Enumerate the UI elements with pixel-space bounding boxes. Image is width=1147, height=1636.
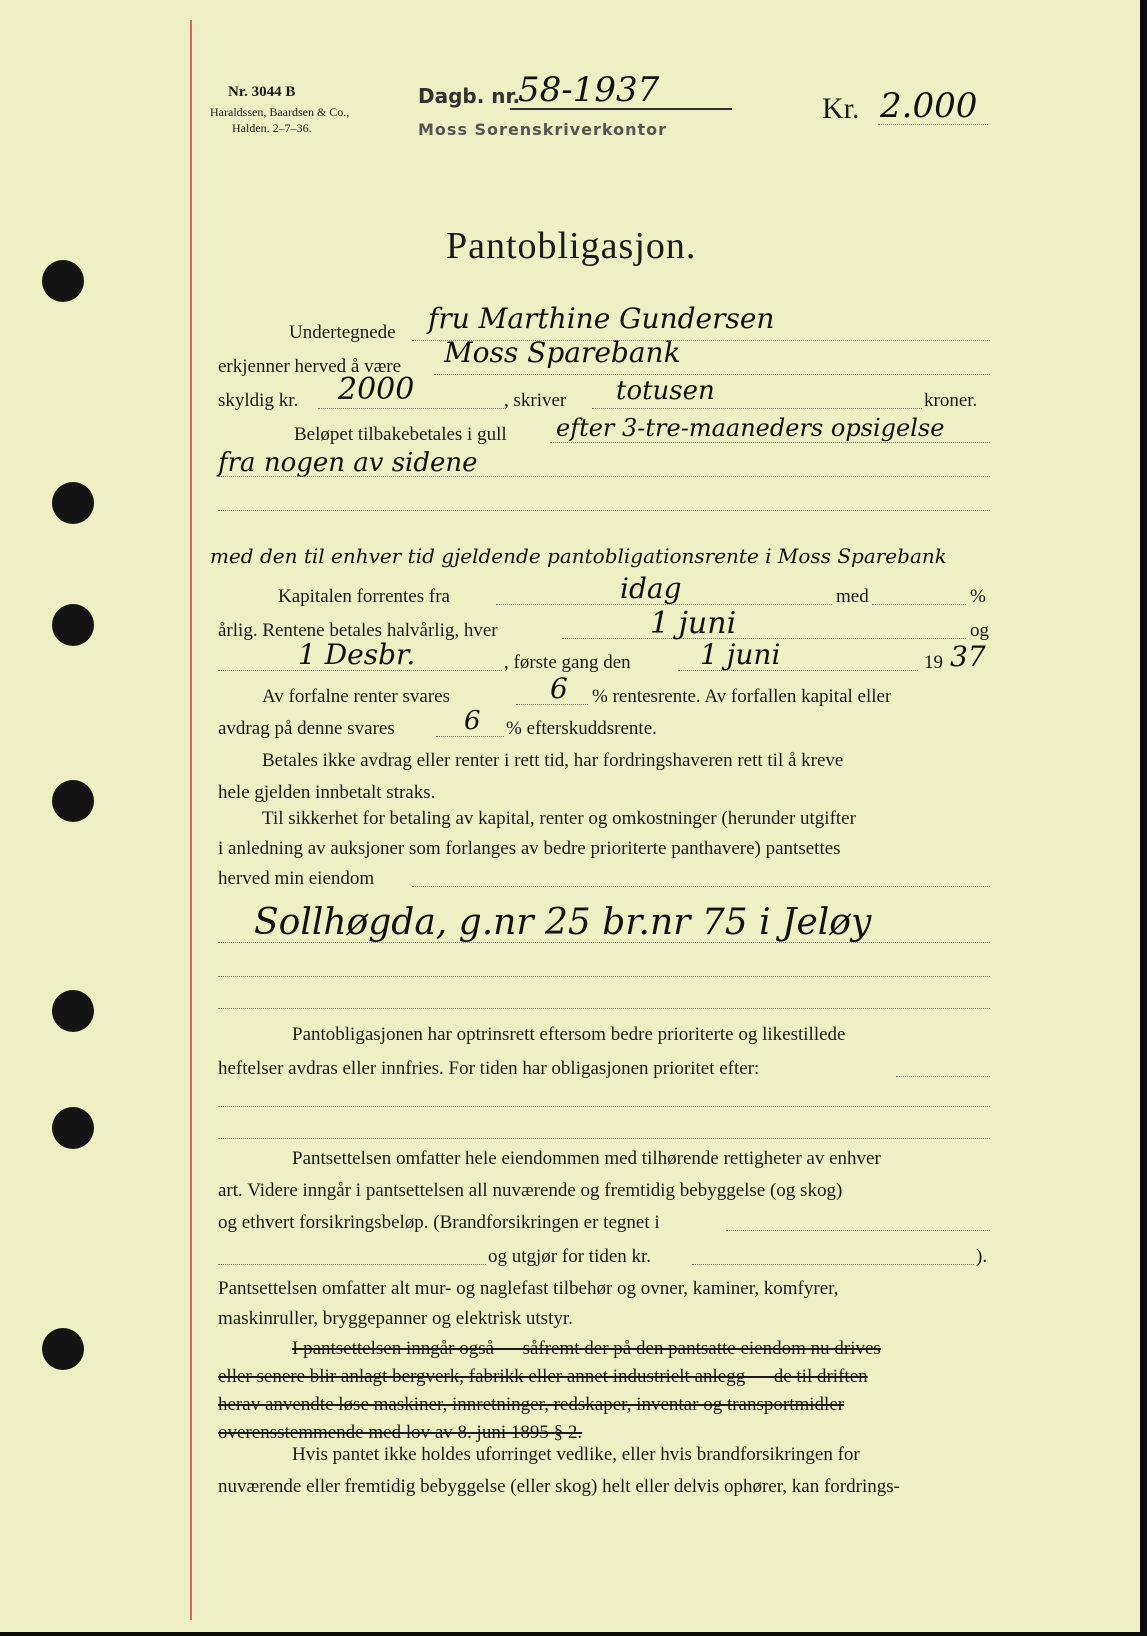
struck-line-2: eller senere blir anlagt bergverk, fabrikk eller annet industrielt anlegg — de til driften (218, 1366, 868, 1387)
efter-pct: 6 (464, 706, 481, 736)
med-label: med (836, 586, 869, 607)
kr-value: 2.000 (880, 86, 978, 126)
para4-line3: og ethvert forsikringsbeløp. (Brandforsikringen er tegnet i (218, 1212, 660, 1233)
punch-hole (52, 604, 94, 646)
punch-hole (52, 482, 94, 524)
debtor-name: fru Marthine Gundersen (428, 302, 775, 335)
struck-line-3: herav anvendte løse maskiner, innretninger, redskaper, inventar og transportmidler (218, 1394, 845, 1415)
insurance-line-1 (726, 1230, 990, 1231)
para1-line2: hele gjelden innbetalt straks. (218, 782, 436, 803)
property-line-2 (218, 942, 990, 943)
punch-hole (52, 780, 94, 822)
insurance-line-3 (692, 1264, 974, 1265)
para6-line1: Hvis pantet ikke holdes uforringet vedlike, eller hvis brandforsikringen for (292, 1444, 860, 1465)
para6-line2: nuværende eller fremtidig bebyggelse (eller skog) helt eller delvis ophører, kan fordrings- (218, 1476, 900, 1497)
repay-terms-1: efter 3-tre-maaneders opsigelse (556, 414, 945, 442)
kroner-label: kroner. (924, 390, 978, 411)
belopet-label: Beløpet tilbakebetales i gull (294, 424, 507, 445)
property-line-3 (218, 976, 990, 977)
property-description: Sollhøgda, g.nr 25 br.nr 75 i Jeløy (254, 902, 872, 943)
interest-from: idag (620, 572, 682, 605)
skriver-label: , skriver (504, 390, 567, 411)
repay-line-2 (218, 476, 990, 477)
para5-line1: Pantsettelsen omfatter alt mur- og naglefast tilbehør og ovner, kaminer, komfyrer, (218, 1278, 839, 1299)
forfalne-text: Av forfalne renter svares (262, 686, 450, 707)
kr-label: Kr. (822, 92, 860, 125)
punch-hole (42, 1328, 84, 1370)
para1-line1: Betales ikke avdrag eller renter i rett tid, har fordringshaveren rett til å kreve (262, 750, 844, 771)
payment-date-1: 1 juni (650, 606, 737, 641)
para5-line2: maskinruller, bryggepanner og elektrisk utstyr. (218, 1308, 573, 1329)
margin-rule (190, 20, 192, 1620)
para4-line4-end: ). (976, 1246, 988, 1267)
amount-line (318, 408, 504, 409)
para3-line1: Pantobligasjonen har optrinsrett eftersom bedre prioriterte og likestillede (292, 1024, 846, 1045)
arlig-label: årlig. Rentene betales halvårlig, hver (218, 620, 498, 641)
dagb-underline (510, 108, 732, 110)
para4-line2: art. Videre inngår i pantsettelsen all nuværende og fremtidig bebyggelse (og skog) (218, 1180, 843, 1201)
interest-terms: med den til enhver tid gjeldende pantobligationsrente i Moss Sparebank (210, 544, 947, 568)
year-prefix: 19 (924, 652, 943, 673)
efter-pct-line (436, 736, 504, 737)
para4-line1: Pantsettelsen omfatter hele eiendommen med tilhørende rettigheter av enhver (292, 1148, 881, 1169)
skyldig-label: skyldig kr. (218, 390, 299, 411)
para2-line1: Til sikkerhet for betaling av kapital, renter og omkostninger (herunder utgifter (262, 808, 856, 829)
amount-words: totusen (616, 376, 715, 406)
priority-line-3 (218, 1138, 990, 1139)
para3-line2: heftelser avdras eller innfries. For tiden har obligasjonen prioritet efter: (218, 1058, 760, 1079)
erkjenner-line (434, 374, 990, 375)
kapitalen-label: Kapitalen forrentes fra (278, 586, 450, 607)
creditor-name: Moss Sparebank (444, 336, 681, 369)
punch-hole (52, 990, 94, 1032)
date2-line (218, 670, 502, 671)
printer-line-2: Halden. 2–7–36. (232, 121, 312, 135)
priority-line-1 (896, 1076, 990, 1077)
year-value: 37 (950, 640, 986, 673)
punch-hole (52, 1107, 94, 1149)
first-payment-date: 1 juni (700, 638, 781, 671)
avdrag-text: avdrag på denne svares (218, 718, 395, 739)
property-line-1 (412, 886, 990, 887)
payment-date-2: 1 Desbr. (298, 638, 416, 671)
dagb-label: Dagb. nr. (418, 84, 521, 108)
insurance-line-2 (218, 1264, 486, 1265)
punch-hole (42, 260, 84, 302)
og-label: og (970, 620, 989, 641)
avdrag-text-2: % efterskuddsrente. (506, 718, 657, 739)
page-title: Pantobligasjon. (446, 225, 697, 267)
repay-line-1 (550, 442, 990, 443)
office-stamp: Moss Sorenskriverkontor (418, 120, 668, 139)
forfalne-text-2: % rentesrente. Av forfallen kapital eller (592, 686, 892, 707)
form-number: Nr. 3044 B (228, 84, 296, 100)
struck-line-4: overensstemmende med lov av 8. juni 1895 § 2. (218, 1422, 583, 1443)
struck-line-1: I pantsettelsen inngår også — såfremt der på den pantsatte eiendom nu drives (292, 1338, 881, 1359)
para2-line3: herved min eiendom (218, 868, 375, 889)
kr-underline (878, 124, 988, 125)
printer-line-1: Haraldssen, Baardsen & Co., (210, 105, 350, 119)
para2-line2: i anledning av auksjoner som forlanges av bedre prioriterte panthavere) pantsettes (218, 838, 841, 859)
priority-line-2 (218, 1106, 990, 1107)
dagb-value: 58-1937 (518, 70, 660, 110)
amount-figure: 2000 (338, 372, 415, 407)
blank-line (218, 510, 990, 511)
repay-terms-2: fra nogen av sidene (218, 448, 478, 478)
amount-words-line (592, 408, 922, 409)
undertegnede-label: Undertegnede (289, 322, 396, 343)
para4-line4: og utgjør for tiden kr. (488, 1246, 652, 1267)
erkjenner-label: erkjenner herved å være (218, 356, 402, 377)
pct-label: % (970, 586, 986, 607)
forste-label: , første gang den (504, 652, 631, 673)
rate-line (872, 604, 966, 605)
rente-pct: 6 (550, 672, 568, 705)
property-line-4 (218, 1008, 990, 1009)
